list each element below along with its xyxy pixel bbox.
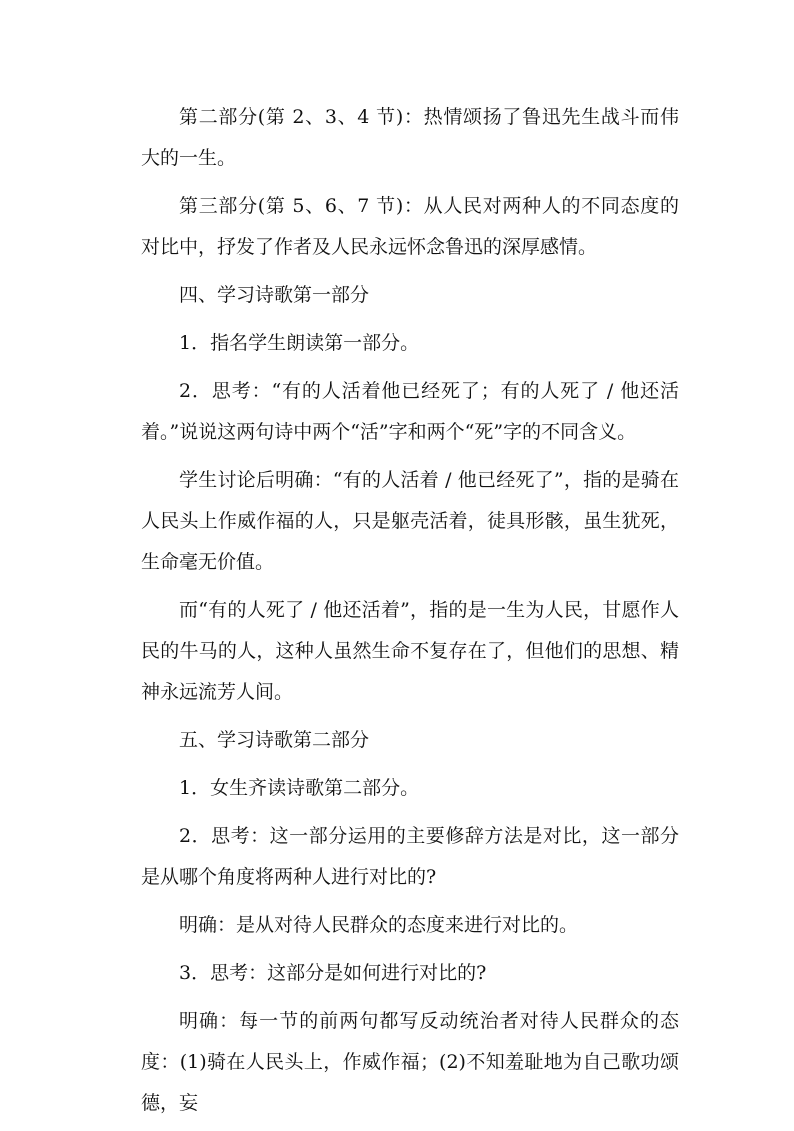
paragraph-step-3-answer: 明确：每一节的前两句都写反动统治者对待人民群众的态度：(1)骑在人民头上，作威作福；(2)不知羞耻地为自己歌功颂德，妄 [141,1010,679,1114]
paragraph-step-1: 1．指名学生朗读第一部分。 [179,332,420,354]
paragraph-step-2-question: 2．思考：“有的人活着他已经死了；有的人死了 / 他还活着。”说说这两句诗中两个“活”字和两个“死”字的不同含义。 [141,380,679,443]
paragraph-girls-reading: 1．女生齐读诗歌第二部分。 [179,777,420,799]
paragraph-contrast-explanation: 而“有的人死了 / 他还活着”，指的是一生为人民，甘愿作人民的牛马的人，这种人虽然生命不复存在了，但他们的思想、精神永远流芳人间。 [141,599,679,703]
paragraph-step-3-question: 3．思考：这部分是如何进行对比的? [179,962,487,984]
paragraph-part-three-summary: 第三部分(第 5、6、7 节)：从人民对两种人的不同态度的对比中，抒发了作者及人民永远怀念鲁迅的深厚感情。 [141,195,679,258]
paragraph-rhetoric-question: 2．思考：这一部分运用的主要修辞方法是对比，这一部分是从哪个角度将两种人进行对比的? [141,825,679,888]
section-heading-four: 四、学习诗歌第一部分 [179,284,370,306]
section-heading-five: 五、学习诗歌第二部分 [179,729,370,751]
paragraph-discussion-answer: 学生讨论后明确：“有的人活着 / 他已经死了”，指的是骑在人民头上作威作福的人，只是躯壳活着，徒具形骸，虽生犹死，生命毫无价值。 [141,469,679,573]
document-body [141,97,679,1131]
paragraph-rhetoric-answer: 明确：是从对待人民群众的态度来进行对比的。 [179,914,579,936]
paragraph-part-two-summary: 第二部分(第 2、3、4 节)：热情颂扬了鲁迅先生战斗而伟大的一生。 [141,106,679,169]
